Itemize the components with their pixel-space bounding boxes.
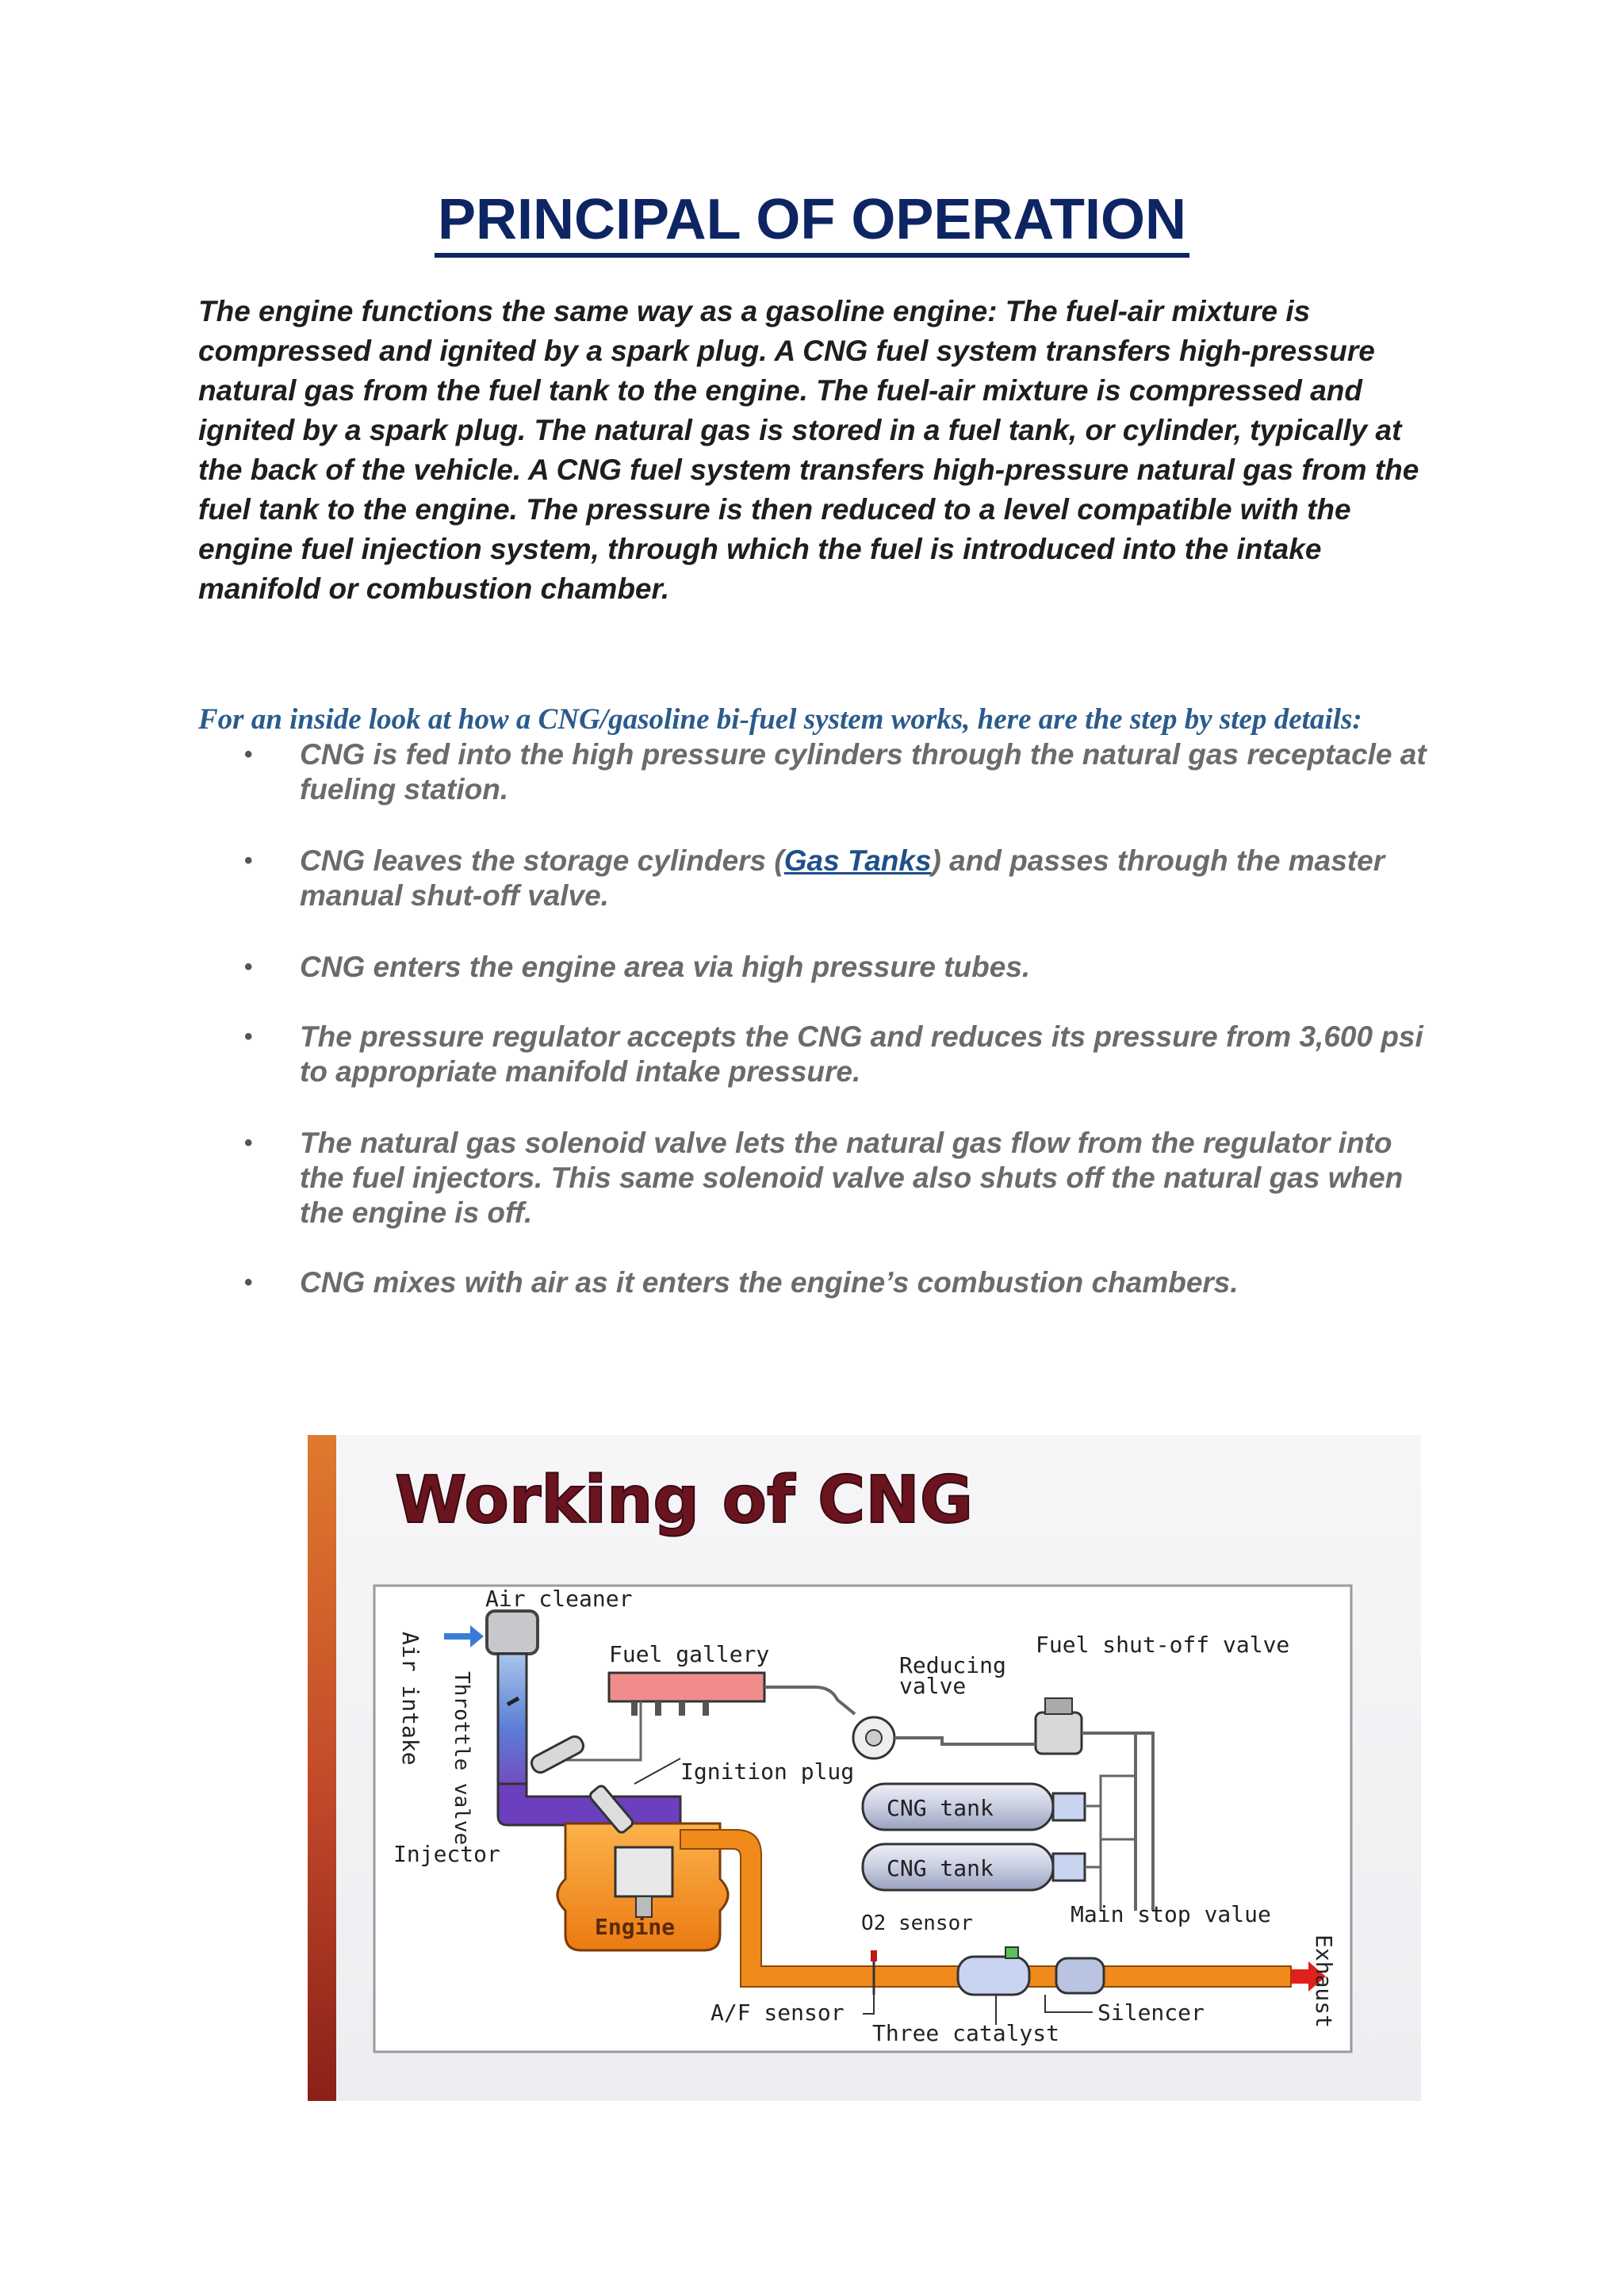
silencer-shape bbox=[1056, 1958, 1104, 1993]
fuel-shutoff-valve-shape bbox=[1036, 1712, 1082, 1754]
intake-pipe bbox=[498, 1654, 527, 1801]
page-title bbox=[0, 187, 1624, 252]
label-air-cleaner: Air cleaner bbox=[485, 1586, 633, 1612]
step-text: The natural gas solenoid valve lets the natural gas flow from the regulator into the fuel injectors. This same solenoid valve also shuts off the natural gas when the engine is off. bbox=[300, 1127, 1404, 1229]
label-ignition-plug: Ignition plug bbox=[680, 1758, 855, 1785]
bullet-icon: • bbox=[244, 1269, 253, 1295]
diagram-title: Working of CNG bbox=[395, 1463, 974, 1538]
bullet-icon: • bbox=[244, 848, 253, 874]
label-reducing-valve-line2: valve bbox=[899, 1673, 967, 1699]
injector-nozzle bbox=[631, 1701, 638, 1716]
label-three-catalyst: Three catalyst bbox=[872, 2020, 1060, 2046]
label-engine: Engine bbox=[595, 1914, 676, 1940]
bullet-icon: • bbox=[244, 1130, 253, 1156]
fuel-gallery-shape bbox=[609, 1673, 764, 1701]
label-exhaust: Exhaust bbox=[1311, 1934, 1337, 2029]
bullet-icon: • bbox=[244, 954, 253, 980]
page-title-text: PRINCIPAL OF OPERATION bbox=[435, 188, 1189, 258]
label-cng-tank-2: CNG tank bbox=[887, 1855, 994, 1881]
step-item bbox=[198, 1020, 1435, 1089]
o2-sensor-shape bbox=[1005, 1947, 1018, 1958]
label-fuel-shutoff-valve: Fuel shut-off valve bbox=[1036, 1632, 1290, 1658]
injector-nozzle bbox=[679, 1701, 685, 1716]
bullet-icon: • bbox=[244, 741, 253, 767]
step-text: CNG mixes with air as it enters the engine’s combustion chambers. bbox=[300, 1266, 1239, 1299]
label-main-stop-valve: Main stop value bbox=[1071, 1901, 1271, 1927]
intro-paragraph: The engine functions the same way as a gasoline engine: The fuel-air mixture is compressed and ignited by a spark plug. A CNG fuel system transfers high-pressure natural gas from the fuel tank to the engine. The fuel-air mixture is compressed and ignited by a spark plug. The natural gas is stored in a fuel tank, or cylinder, typically at the back of the vehicle. A CNG fuel system transfers high-pressure natural gas from the fuel tank to the engine. The pressure is then reduced to a level compatible with the engine fuel injection system, through which the fuel is introduced into the intake manifold or combustion chamber. bbox=[198, 295, 1419, 605]
step-text: CNG enters the engine area via high pressure tubes. bbox=[300, 951, 1031, 983]
label-af-sensor: A/F sensor bbox=[710, 1999, 845, 2026]
step-item bbox=[198, 950, 1435, 985]
label-reducing-valve-line1: Reducing bbox=[899, 1652, 1006, 1678]
injector-nozzle bbox=[703, 1701, 709, 1716]
gas-tanks-link[interactable]: Gas Tanks bbox=[783, 844, 932, 877]
injector-nozzle bbox=[655, 1701, 661, 1716]
label-throttle-valve: Throttle valve bbox=[450, 1671, 473, 1846]
cng-diagram-figure bbox=[308, 1435, 1421, 2101]
reducing-valve-core bbox=[866, 1730, 882, 1746]
af-sensor-shape bbox=[871, 1950, 877, 1961]
label-fuel-gallery: Fuel gallery bbox=[609, 1641, 770, 1667]
step-item bbox=[198, 1126, 1435, 1230]
step-text-after: ) and passes through the master manual shut-off valve. bbox=[300, 844, 1385, 912]
label-o2-sensor: O2 sensor bbox=[861, 1911, 973, 1935]
cng-tank-2-valve bbox=[1053, 1854, 1085, 1881]
step-item bbox=[198, 737, 1435, 807]
three-catalyst-shape bbox=[958, 1957, 1029, 1995]
label-silencer: Silencer bbox=[1097, 1999, 1205, 2026]
fuel-shutoff-valve-top bbox=[1045, 1698, 1072, 1714]
step-item bbox=[198, 844, 1435, 913]
step-text: The pressure regulator accepts the CNG and reduces its pressure from 3,600 psi to appropriate manifold intake pressure. bbox=[300, 1020, 1423, 1088]
step-text: CNG is fed into the high pressure cylinders through the natural gas receptacle at fueling station. bbox=[300, 738, 1427, 806]
label-injector: Injector bbox=[393, 1841, 500, 1867]
label-air-intake: Air intake bbox=[397, 1632, 423, 1766]
step-text-before: CNG leaves the storage cylinders ( bbox=[300, 844, 784, 877]
label-cng-tank-1: CNG tank bbox=[887, 1795, 994, 1821]
steps-heading: For an inside look at how a CNG/gasoline bi-fuel system works, here are the step by step details: bbox=[198, 703, 1362, 736]
steps-list bbox=[198, 737, 1435, 1335]
air-cleaner-shape bbox=[487, 1611, 538, 1654]
engine-piston-shape bbox=[615, 1847, 672, 1896]
bullet-icon: • bbox=[244, 1024, 253, 1050]
cng-tank-1-valve bbox=[1053, 1793, 1085, 1820]
cng-diagram-svg bbox=[308, 1435, 1421, 2101]
step-item bbox=[198, 1265, 1435, 1300]
